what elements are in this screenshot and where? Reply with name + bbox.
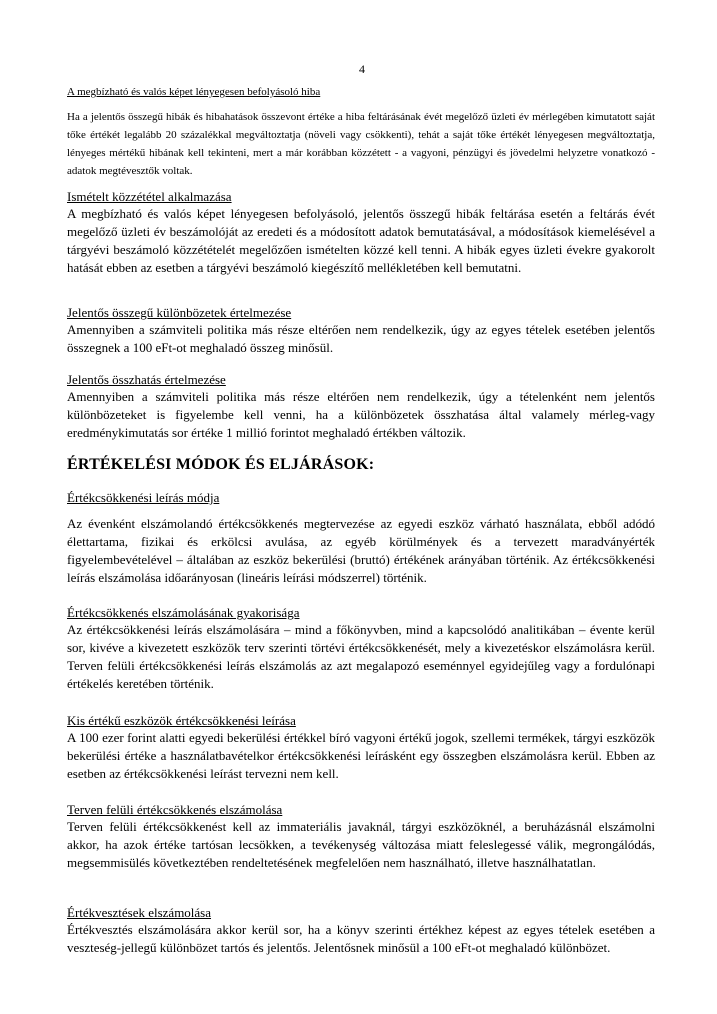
section-heading: Értékvesztések elszámolása (67, 905, 212, 920)
section-heading: Kis értékű eszközök értékcsökkenési leírása (67, 713, 296, 728)
section-body: Az értékcsökkenési leírás elszámolására – mind a főkönyvben, mind a kapcsolódó analitikában – évente kerül sor, kivéve a kivezetett eszközök terv szerinti törtévi értékcsökkenését, mely a kivezetéskor elszámolásra kerül. Terven felüli értékcsökkenési leírás elszámolás az azt megalapozó eseménnyel egyidejűleg vagy a fordulónapi értékelés keretében történik. (67, 622, 655, 691)
section-heading: Terven felüli értékcsökkenés elszámolása (67, 802, 283, 817)
section-impairment (67, 904, 655, 957)
section-body: A megbízható és valós képet lényegesen befolyásoló, jelentős összegű hibák feltárása esetén a feltárás évét megelőző üzleti év beszámolóját az eredeti és a módosított adatok bemutatásával, a módosítások kiemelésével a tárgyévi beszámoló közzétételét megelőzően ismételten közzé kell tenni. A hibák egyes üzleti évekre gyakorolt hatását ebben az esetben a tárgyévi beszámoló kiegészítő mellékletében kell bemutatni. (67, 206, 655, 275)
section-body: Értékvesztés elszámolására akkor kerül sor, ha a könyv szerinti értékhez képest az egyes tételek esetében a veszteség-jellegű különbözet tartós és jelentős. Jelentősnek minősül a 100 eFt-ot meghaladó különbözet. (67, 922, 655, 955)
section-significant-difference (67, 304, 655, 357)
page-number: 4 (359, 62, 365, 76)
section-body: Az évenként elszámolandó értékcsökkenés megtervezése az egyedi eszköz várható használata, ebből adódó élettartama, fizikai és erkölcsi avulása, az egyéb körülmények és a tervezett maradványérték figyelembevételével – általában az eszköz bekerülési (bruttó) értékének arányában történik. Az értékcsökkenési leírás elszámolása időarányosan (lineáris leírási módszerrel) történik. (67, 516, 655, 585)
section-material-error (67, 84, 655, 180)
section-body: Amennyiben a számviteli politika más része eltérően nem rendelkezik, úgy az egyes tételek esetében jelentős összegnek a 100 eFt-ot meghaladó összeg minősül. (67, 322, 655, 355)
section-body: Amennyiben a számviteli politika más része eltérően nem rendelkezik, úgy a tételenként nem jelentős különbözeteket is figyelembe kell venni, ha a különbözetek összhatása által valamely mérleg-vagy eredménykimutatás sor értéke 1 millió forintot meghaladó értékben változik. (67, 389, 655, 440)
section-body: A 100 ezer forint alatti egyedi bekerülési értékkel bíró vagyoni értékű jogok, szellemi termékek, tárgyi eszközök bekerülési értéke a használatbavételkor értékcsökkenési leírásként egy összegben elszámolásra kerül. Ebben az esetben az értékcsökkenési leírást tervezni nem kell. (67, 730, 655, 781)
section-depreciation-frequency (67, 604, 655, 693)
section-heading: Értékcsökkenési leírás módja (67, 490, 220, 505)
section-depreciation-method (67, 489, 655, 587)
section-low-value-assets (67, 712, 655, 783)
section-body: Terven felüli értékcsökkenést kell az immateriális javaknál, tárgyi eszközöknél, a beruházásnál elszámolni akkor, ha azok értéke tartósan lecsökken, a tevékenység változása miatt feleslegessé válik, megrongálódás, megsemmisülés következtében rendeltetésének megfelelően nem használható, illetve használhatatlan. (67, 819, 655, 870)
section-republication (67, 188, 655, 277)
section-heading: Jelentős összegű különbözetek értelmezése (67, 305, 292, 320)
main-title: ÉRTÉKELÉSI MÓDOK ÉS ELJÁRÁSOK: (67, 456, 375, 473)
section-heading: Értékcsökkenés elszámolásának gyakorisága (67, 605, 300, 620)
section-heading: Jelentős összhatás értelmezése (67, 372, 226, 387)
section-heading: Ismételt közzététel alkalmazása (67, 189, 232, 204)
section-extraordinary-depreciation (67, 801, 655, 872)
section-aggregate-effect (67, 371, 655, 442)
section-heading: A megbízható és valós képet lényegesen befolyásoló hiba (67, 86, 321, 98)
section-body: Ha a jelentős összegű hibák és hibahatások összevont értéke a hiba feltárásának évét megelőző üzleti év mérlegében kimutatott saját tőke értékét legalább 20 százalékkal megváltoztatja (növeli vagy csökkenti), tehát a saját tőke értékét lényegesen megváltoztatja, lényeges mértékű hibának kell tekinteni, mert a már korábban közzétett - a vagyoni, pénzügyi és jövedelmi helyzetre vonatkozó - adatok megtévesztők voltak. (67, 111, 655, 177)
